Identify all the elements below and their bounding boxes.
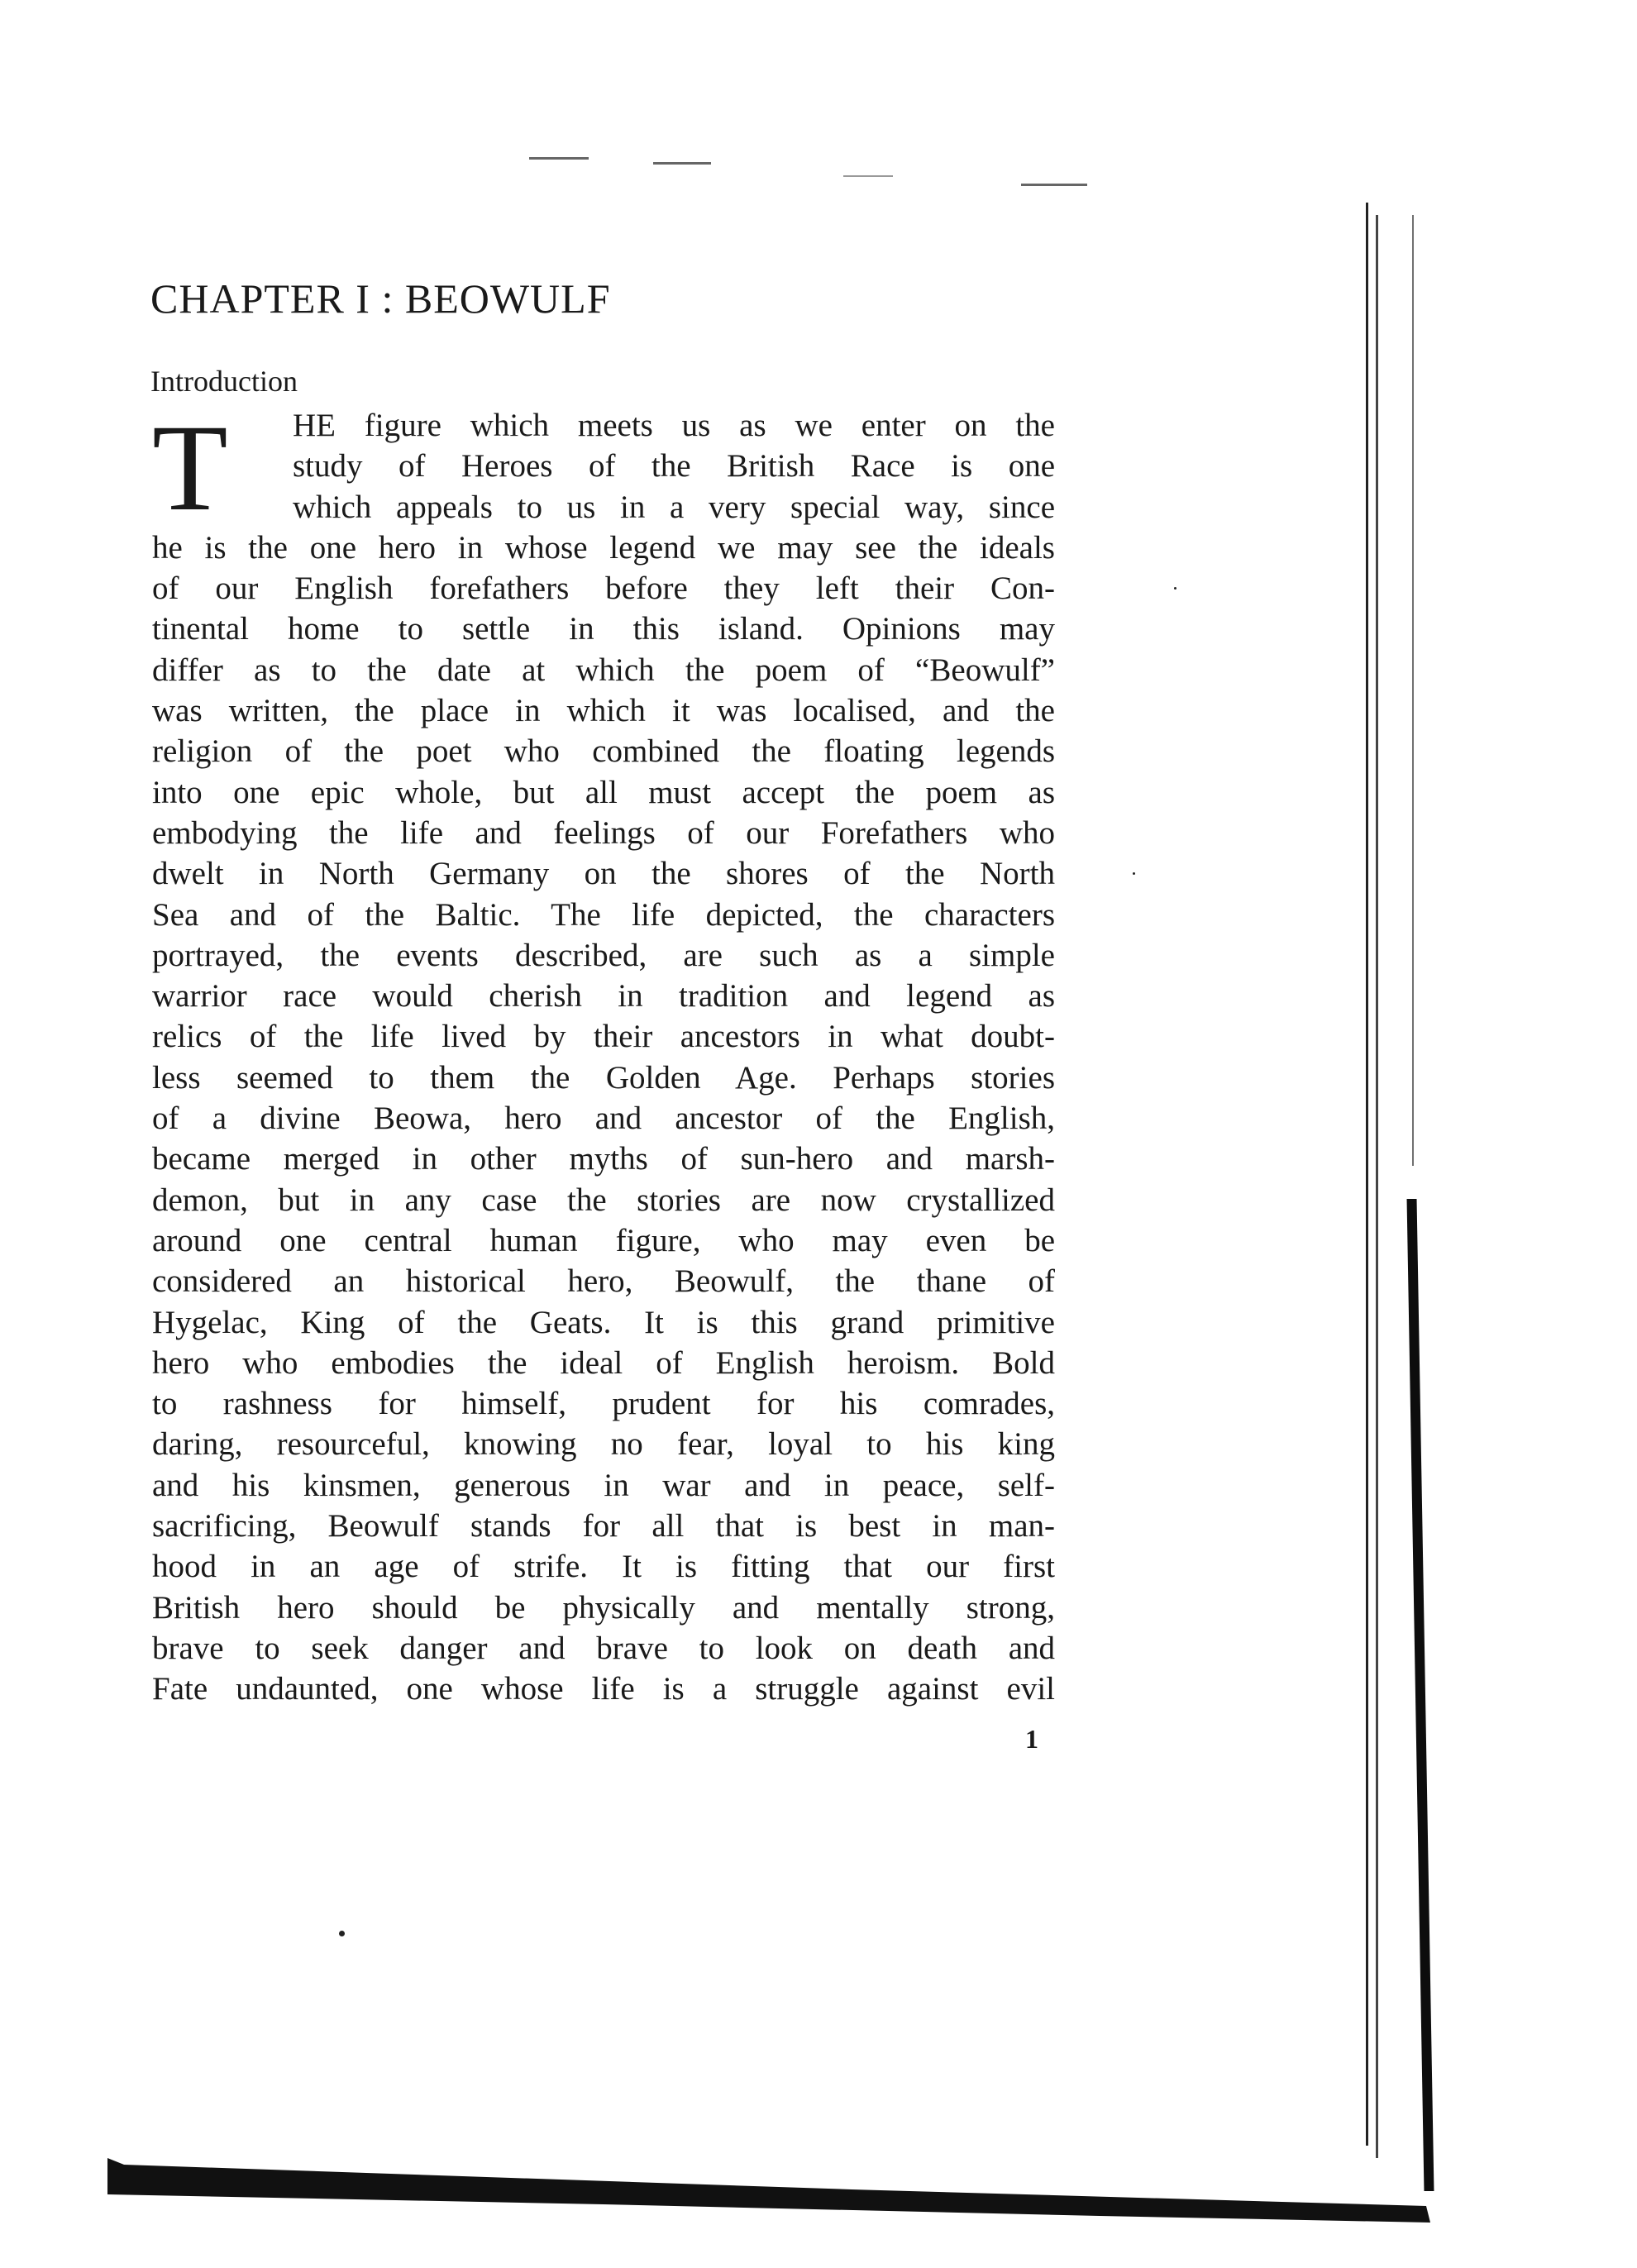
text-line: embodying the life and feelings of our Forefathers who (152, 814, 1055, 851)
text-line: which appeals to us in a very special way, since (293, 489, 1055, 525)
text-line: religion of the poet who combined the floating legends (152, 733, 1055, 770)
text-line: daring, resourceful, knowing no fear, loyal to his king (152, 1426, 1055, 1463)
text-line: around one central human figure, who may even be (152, 1222, 1055, 1258)
text-line: less seemed to them the Golden Age. Perhaps stories (152, 1059, 1055, 1096)
text-line: Fate undaunted, one whose life is a struggle against evil (152, 1671, 1055, 1707)
scan-speck (339, 1931, 345, 1936)
text-line: into one epic whole, but all must accept the poem as (152, 774, 1055, 810)
text-line: brave to seek danger and brave to look on death and (152, 1630, 1055, 1666)
scan-artifact-dash (529, 157, 589, 160)
text-line: Hygelac, King of the Geats. It is this grand primitive (152, 1304, 1055, 1340)
page-edge-right (1366, 203, 1368, 2146)
text-line: British hero should be physically and mentally strong, (152, 1589, 1055, 1626)
scan-artifact-dash (1021, 184, 1087, 186)
page-number: 1 (1025, 1724, 1038, 1754)
body-text (152, 399, 1055, 1710)
text-line: sacrificing, Beowulf stands for all that is best in man- (152, 1508, 1055, 1545)
text-line: warrior race would cherish in tradition and legend as (152, 978, 1055, 1015)
text-line: hood in an age of strife. It is fitting that our first (152, 1549, 1055, 1585)
text-line: Sea and of the Baltic. The life depicted, the characters (152, 896, 1055, 933)
page-edge-bottom (107, 2158, 1430, 2224)
text-line: was written, the place in which it was localised, and the (152, 693, 1055, 729)
text-line: of a divine Beowa, hero and ancestor of the English, (152, 1101, 1055, 1137)
text-line: considered an historical hero, Beowulf, the thane of (152, 1263, 1055, 1300)
text-line: tinental home to settle in this island. Opinions may (152, 611, 1055, 647)
page-edge-right (1376, 215, 1378, 2158)
text-line: study of Heroes of the British Race is one (293, 448, 1055, 485)
chapter-title: CHAPTER I : BEOWULF (150, 275, 611, 322)
page-edge-rule (1412, 215, 1414, 1166)
text-line: dwelt in North Germany on the shores of the North (152, 856, 1055, 892)
text-line: of our English forefathers before they left their Con- (152, 571, 1055, 607)
text-line: relics of the life lived by their ancestors in what doubt- (152, 1019, 1055, 1055)
section-heading: Introduction (150, 365, 298, 398)
text-line: hero who embodies the ideal of English heroism. Bold (152, 1344, 1055, 1381)
scan-speck (1133, 872, 1135, 875)
text-line: he is the one hero in whose legend we may see the ideals (152, 529, 1055, 566)
text-line: demon, but in any case the stories are now crystallized (152, 1182, 1055, 1218)
drop-cap: T (152, 399, 228, 537)
text-line: portrayed, the events described, are such as a simple (152, 937, 1055, 973)
scan-artifact-dash (653, 162, 711, 165)
page-edge-right-thick (1407, 1199, 1434, 2191)
text-line: differ as to the date at which the poem of “Beowulf” (152, 652, 1055, 688)
text-line: HE figure which meets us as we enter on the (293, 408, 1055, 443)
scan-artifact-dash (843, 175, 893, 177)
scan-speck (1174, 587, 1176, 590)
text-line: and his kinsmen, generous in war and in peace, self- (152, 1467, 1055, 1503)
text-line: became merged in other myths of sun-hero and marsh- (152, 1141, 1055, 1177)
text-line: to rashness for himself, prudent for his comrades, (152, 1386, 1055, 1422)
